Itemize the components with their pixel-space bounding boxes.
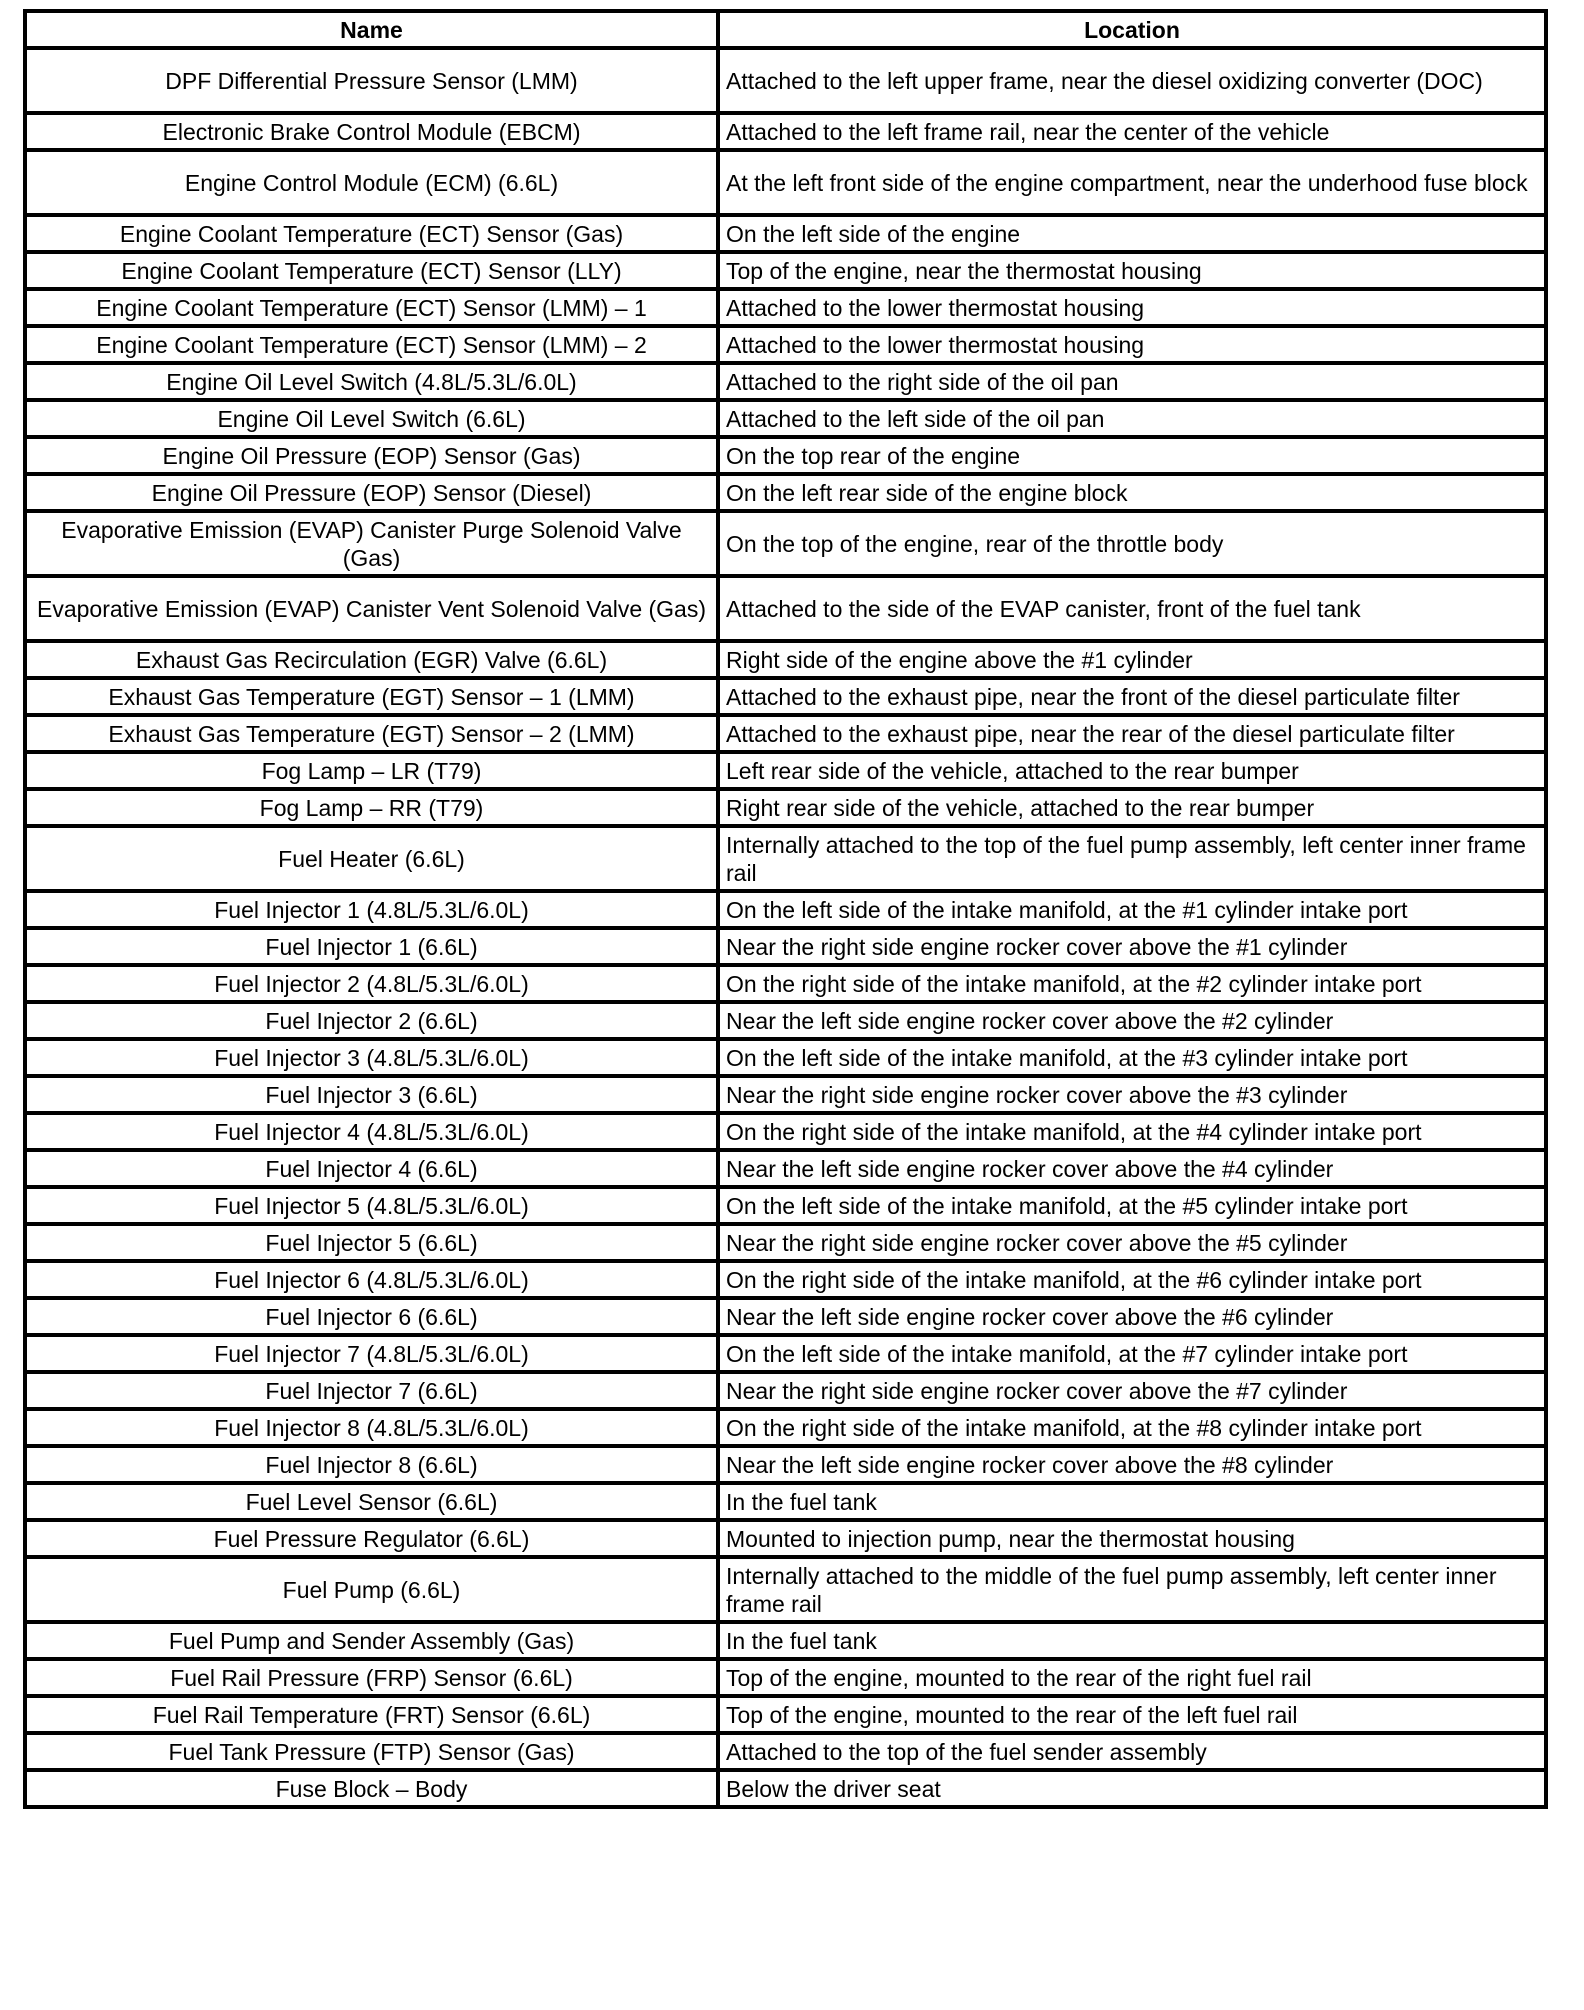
table-row — [25, 1696, 1546, 1733]
component-location-cell: On the left side of the intake manifold, at the #5 cylinder intake port — [718, 1187, 1546, 1224]
component-location-cell: At the left front side of the engine compartment, near the underhood fuse block — [718, 150, 1546, 215]
table-row — [25, 1113, 1546, 1150]
component-name-cell: Engine Coolant Temperature (ECT) Sensor (Gas) — [25, 215, 718, 252]
table-row — [25, 1409, 1546, 1446]
component-location-cell: Right side of the engine above the #1 cylinder — [718, 641, 1546, 678]
header-name: Name — [25, 11, 718, 48]
component-location-cell: Attached to the left upper frame, near the diesel oxidizing converter (DOC) — [718, 48, 1546, 113]
component-location-cell: Right rear side of the vehicle, attached to the rear bumper — [718, 789, 1546, 826]
table-body — [25, 48, 1546, 1807]
component-name-cell: Exhaust Gas Temperature (EGT) Sensor – 1 (LMM) — [25, 678, 718, 715]
component-location-cell: Attached to the lower thermostat housing — [718, 326, 1546, 363]
table-row — [25, 150, 1546, 215]
component-location-cell: Top of the engine, near the thermostat housing — [718, 252, 1546, 289]
table-row — [25, 1659, 1546, 1696]
component-name-cell: Fuel Heater (6.6L) — [25, 826, 718, 891]
component-location-cell: Attached to the top of the fuel sender assembly — [718, 1733, 1546, 1770]
header-location: Location — [718, 11, 1546, 48]
component-name-cell: Engine Oil Level Switch (4.8L/5.3L/6.0L) — [25, 363, 718, 400]
component-location-cell: Attached to the left side of the oil pan — [718, 400, 1546, 437]
component-location-cell: On the left side of the engine — [718, 215, 1546, 252]
component-location-cell: On the top rear of the engine — [718, 437, 1546, 474]
table-row — [25, 1483, 1546, 1520]
table-row — [25, 437, 1546, 474]
table-row — [25, 641, 1546, 678]
component-location-cell: On the right side of the intake manifold, at the #4 cylinder intake port — [718, 1113, 1546, 1150]
component-location-cell: In the fuel tank — [718, 1622, 1546, 1659]
table-row — [25, 1733, 1546, 1770]
component-name-cell: Engine Coolant Temperature (ECT) Sensor (LMM) – 2 — [25, 326, 718, 363]
component-location-cell: On the left side of the intake manifold, at the #3 cylinder intake port — [718, 1039, 1546, 1076]
table-row — [25, 1002, 1546, 1039]
component-name-cell: Fuel Injector 7 (4.8L/5.3L/6.0L) — [25, 1335, 718, 1372]
component-location-cell: Near the right side engine rocker cover above the #7 cylinder — [718, 1372, 1546, 1409]
table-row — [25, 511, 1546, 576]
component-name-cell: Evaporative Emission (EVAP) Canister Purge Solenoid Valve (Gas) — [25, 511, 718, 576]
component-name-cell: Fuse Block – Body — [25, 1770, 718, 1807]
table-row — [25, 1770, 1546, 1807]
table-row — [25, 1520, 1546, 1557]
component-location-cell: Near the right side engine rocker cover above the #5 cylinder — [718, 1224, 1546, 1261]
component-location-cell: Near the left side engine rocker cover above the #6 cylinder — [718, 1298, 1546, 1335]
table-row — [25, 965, 1546, 1002]
component-name-cell: Evaporative Emission (EVAP) Canister Vent Solenoid Valve (Gas) — [25, 576, 718, 641]
component-name-cell: Fog Lamp – LR (T79) — [25, 752, 718, 789]
component-location-cell: Attached to the right side of the oil pan — [718, 363, 1546, 400]
table-row — [25, 48, 1546, 113]
table-row — [25, 1372, 1546, 1409]
table-row — [25, 1187, 1546, 1224]
component-name-cell: Engine Oil Pressure (EOP) Sensor (Diesel) — [25, 474, 718, 511]
table-row — [25, 1224, 1546, 1261]
component-name-cell: Engine Oil Pressure (EOP) Sensor (Gas) — [25, 437, 718, 474]
component-location-cell: Attached to the lower thermostat housing — [718, 289, 1546, 326]
component-location-cell: Internally attached to the middle of the fuel pump assembly, left center inner frame rail — [718, 1557, 1546, 1622]
component-name-cell: Fuel Injector 2 (4.8L/5.3L/6.0L) — [25, 965, 718, 1002]
table-row — [25, 1446, 1546, 1483]
component-location-cell: Attached to the left frame rail, near the center of the vehicle — [718, 113, 1546, 150]
table-row — [25, 1150, 1546, 1187]
component-name-cell: Fuel Injector 4 (4.8L/5.3L/6.0L) — [25, 1113, 718, 1150]
component-location-cell: On the right side of the intake manifold, at the #2 cylinder intake port — [718, 965, 1546, 1002]
table-row — [25, 1298, 1546, 1335]
component-name-cell: Fuel Injector 8 (6.6L) — [25, 1446, 718, 1483]
component-location-cell: Attached to the exhaust pipe, near the rear of the diesel particulate filter — [718, 715, 1546, 752]
component-name-cell: DPF Differential Pressure Sensor (LMM) — [25, 48, 718, 113]
component-location-cell: In the fuel tank — [718, 1483, 1546, 1520]
component-location-cell: Top of the engine, mounted to the rear of the right fuel rail — [718, 1659, 1546, 1696]
component-location-cell: Attached to the exhaust pipe, near the front of the diesel particulate filter — [718, 678, 1546, 715]
component-location-cell: Near the right side engine rocker cover above the #1 cylinder — [718, 928, 1546, 965]
component-name-cell: Engine Control Module (ECM) (6.6L) — [25, 150, 718, 215]
component-location-cell: On the right side of the intake manifold, at the #6 cylinder intake port — [718, 1261, 1546, 1298]
component-location-cell: On the left side of the intake manifold, at the #7 cylinder intake port — [718, 1335, 1546, 1372]
table-row — [25, 252, 1546, 289]
table-row — [25, 1557, 1546, 1622]
component-name-cell: Fuel Injector 6 (6.6L) — [25, 1298, 718, 1335]
component-name-cell: Fuel Injector 4 (6.6L) — [25, 1150, 718, 1187]
component-name-cell: Fuel Rail Temperature (FRT) Sensor (6.6L) — [25, 1696, 718, 1733]
table-row — [25, 326, 1546, 363]
component-location-cell: On the left rear side of the engine block — [718, 474, 1546, 511]
component-name-cell: Fuel Pump and Sender Assembly (Gas) — [25, 1622, 718, 1659]
table-row — [25, 891, 1546, 928]
component-location-cell: Near the left side engine rocker cover above the #4 cylinder — [718, 1150, 1546, 1187]
component-name-cell: Engine Coolant Temperature (ECT) Sensor (LLY) — [25, 252, 718, 289]
table-row — [25, 1261, 1546, 1298]
component-name-cell: Fuel Injector 3 (4.8L/5.3L/6.0L) — [25, 1039, 718, 1076]
component-location-cell: Near the right side engine rocker cover above the #3 cylinder — [718, 1076, 1546, 1113]
component-name-cell: Fuel Injector 6 (4.8L/5.3L/6.0L) — [25, 1261, 718, 1298]
table-row — [25, 752, 1546, 789]
table-row — [25, 474, 1546, 511]
component-location-cell: Below the driver seat — [718, 1770, 1546, 1807]
component-name-cell: Fuel Injector 2 (6.6L) — [25, 1002, 718, 1039]
table-row — [25, 1039, 1546, 1076]
component-name-cell: Fog Lamp – RR (T79) — [25, 789, 718, 826]
table-row — [25, 678, 1546, 715]
component-name-cell: Fuel Injector 1 (6.6L) — [25, 928, 718, 965]
table-row — [25, 1622, 1546, 1659]
table-row — [25, 928, 1546, 965]
component-name-cell: Fuel Level Sensor (6.6L) — [25, 1483, 718, 1520]
table-row — [25, 1076, 1546, 1113]
table-row — [25, 826, 1546, 891]
component-location-cell: On the left side of the intake manifold, at the #1 cylinder intake port — [718, 891, 1546, 928]
table-row — [25, 113, 1546, 150]
header-row — [25, 11, 1546, 48]
component-location-cell: Attached to the side of the EVAP canister, front of the fuel tank — [718, 576, 1546, 641]
table-row — [25, 1335, 1546, 1372]
component-name-cell: Fuel Pressure Regulator (6.6L) — [25, 1520, 718, 1557]
component-location-cell: On the top of the engine, rear of the throttle body — [718, 511, 1546, 576]
component-location-cell: Top of the engine, mounted to the rear of the left fuel rail — [718, 1696, 1546, 1733]
table-row — [25, 400, 1546, 437]
component-name-cell: Engine Oil Level Switch (6.6L) — [25, 400, 718, 437]
table-row — [25, 789, 1546, 826]
component-location-table — [23, 9, 1548, 1809]
component-name-cell: Fuel Injector 5 (6.6L) — [25, 1224, 718, 1261]
component-name-cell: Fuel Injector 3 (6.6L) — [25, 1076, 718, 1113]
component-name-cell: Fuel Pump (6.6L) — [25, 1557, 718, 1622]
table-row — [25, 289, 1546, 326]
component-location-cell: Near the left side engine rocker cover above the #8 cylinder — [718, 1446, 1546, 1483]
table-row — [25, 576, 1546, 641]
component-name-cell: Fuel Injector 7 (6.6L) — [25, 1372, 718, 1409]
component-name-cell: Fuel Injector 5 (4.8L/5.3L/6.0L) — [25, 1187, 718, 1224]
component-name-cell: Fuel Rail Pressure (FRP) Sensor (6.6L) — [25, 1659, 718, 1696]
table-row — [25, 715, 1546, 752]
component-name-cell: Fuel Tank Pressure (FTP) Sensor (Gas) — [25, 1733, 718, 1770]
table-row — [25, 363, 1546, 400]
component-name-cell: Exhaust Gas Temperature (EGT) Sensor – 2 (LMM) — [25, 715, 718, 752]
component-location-cell: Internally attached to the top of the fuel pump assembly, left center inner frame rail — [718, 826, 1546, 891]
component-name-cell: Fuel Injector 8 (4.8L/5.3L/6.0L) — [25, 1409, 718, 1446]
component-name-cell: Fuel Injector 1 (4.8L/5.3L/6.0L) — [25, 891, 718, 928]
component-name-cell: Electronic Brake Control Module (EBCM) — [25, 113, 718, 150]
component-name-cell: Exhaust Gas Recirculation (EGR) Valve (6.6L) — [25, 641, 718, 678]
component-location-cell: On the right side of the intake manifold, at the #8 cylinder intake port — [718, 1409, 1546, 1446]
component-name-cell: Engine Coolant Temperature (ECT) Sensor (LMM) – 1 — [25, 289, 718, 326]
table-row — [25, 215, 1546, 252]
component-location-cell: Mounted to injection pump, near the thermostat housing — [718, 1520, 1546, 1557]
component-location-cell: Left rear side of the vehicle, attached to the rear bumper — [718, 752, 1546, 789]
component-location-cell: Near the left side engine rocker cover above the #2 cylinder — [718, 1002, 1546, 1039]
